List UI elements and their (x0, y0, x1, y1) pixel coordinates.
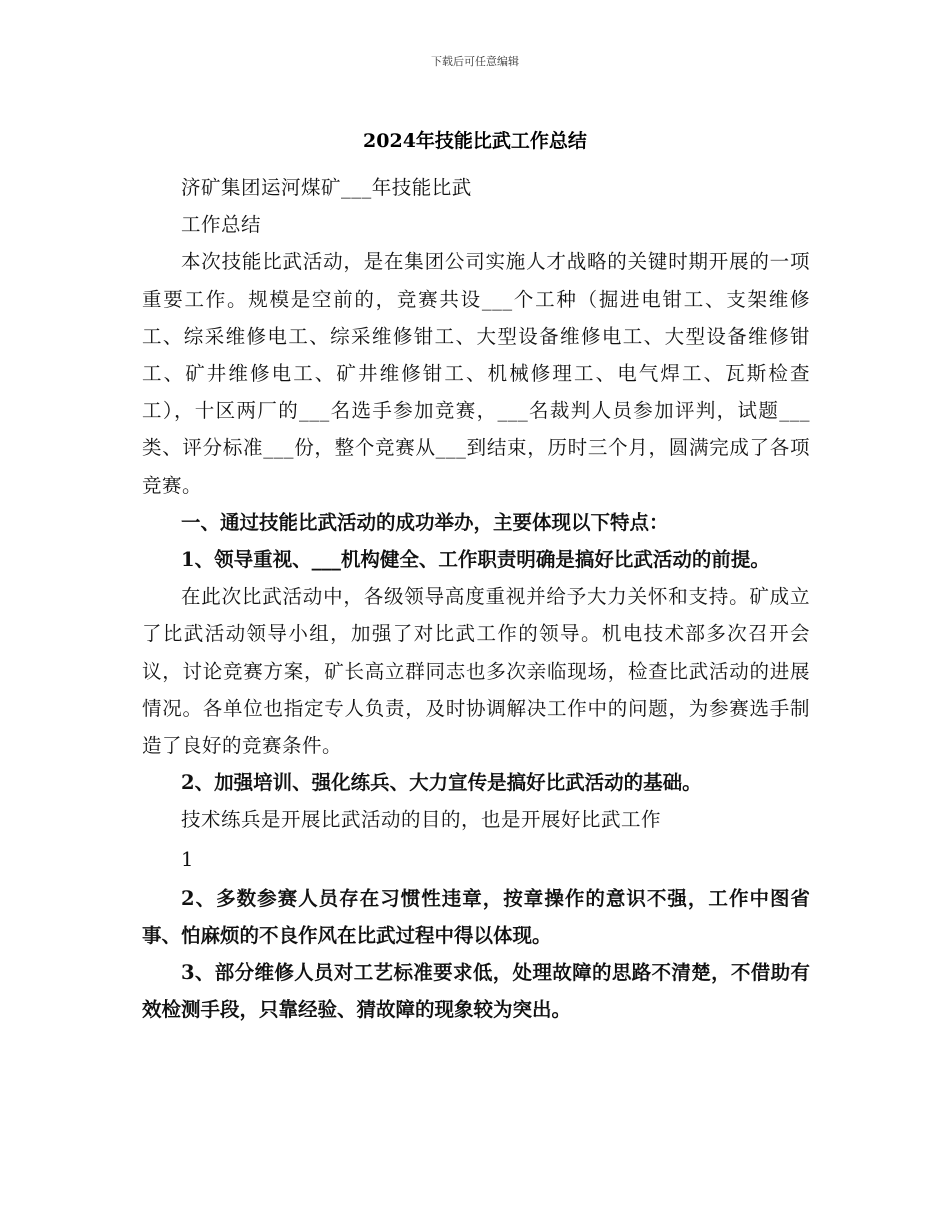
paragraph-point-1-heading: 1、领导重视、___机构健全、工作职责明确是搞好比武活动的前提。 (181, 548, 770, 572)
paragraph-point-2-body: 技术练兵是开展比武活动的目的，也是开展好比武工作 (181, 808, 662, 832)
page-header: 下载后可任意编辑 (431, 55, 519, 68)
paragraph-problem-2: 2、多数参赛人员存在习惯性违章，按章操作的意识不强，工作中图省事、怕麻烦的不良作风在比武过程中得以体现。 (142, 886, 810, 948)
paragraph-section-1-heading: 一、通过技能比武活动的成功举办，主要体现以下特点： (181, 510, 669, 534)
paragraph-page-number: 1 (181, 847, 194, 871)
paragraph-point-1-body: 在此次比武活动中，各级领导高度重视并给予大力关怀和支持。矿成立了比武活动领导小组，加强了对比武工作的领导。机电技术部多次召开会议，讨论竞赛方案，矿长高立群同志也多次亲临现场，检查比武活动的进展情况。各单位也指定专人负责，及时协调解决工作中的问题，为参赛选手制造了良好的竞赛条件。 (142, 585, 810, 758)
paragraph-problem-3: 3、部分维修人员对工艺标准要求低，处理故障的思路不清楚，不借助有效检测手段，只靠经验、猜故障的现象较为突出。 (142, 961, 810, 1022)
document-title: 2024年技能比武工作总结 (363, 130, 587, 152)
paragraph-intro-line-2: 工作总结 (181, 213, 262, 237)
document-body (142, 169, 810, 1029)
paragraph-intro-line-1: 济矿集团运河煤矿___年技能比武 (181, 176, 472, 199)
paragraph-overview: 本次技能比武活动，是在集团公司实施人才战略的关键时期开展的一项重要工作。规模是空前的，竞赛共设___个工种（掘进电钳工、支架维修工、综采维修电工、综采维修钳工、大型设备维修电工、大型设备维修钳工、矿井维修电工、矿井维修钳工、机械修理工、电气焊工、瓦斯检查工），十区两厂的___名选手参加竞赛，___名裁判人员参加评判，试题___类、评分标准___份，整个竞赛从___到结束，历时三个月，圆满完成了各项竞赛。 (142, 250, 810, 497)
paragraph-point-2-heading: 2、加强培训、强化练兵、大力宣传是搞好比武活动的基础。 (181, 771, 702, 795)
